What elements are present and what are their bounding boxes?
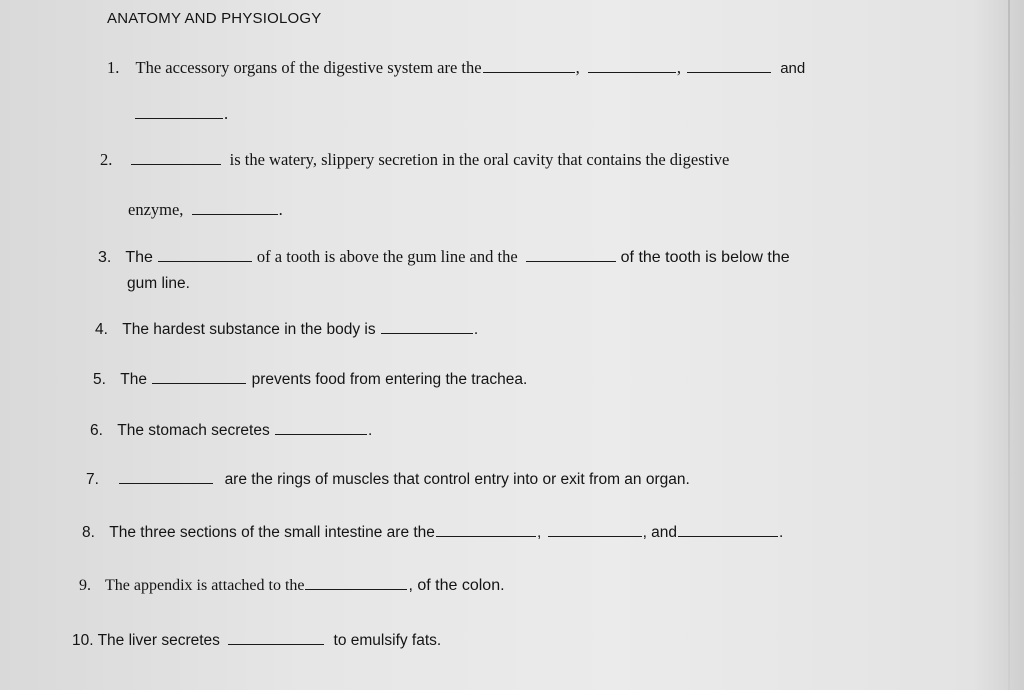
question-2-continued: [128, 200, 283, 220]
question-text: The hardest substance in the body is: [122, 321, 376, 338]
separator: ,: [536, 524, 542, 541]
question-1-continued: [134, 104, 228, 124]
answer-blank[interactable]: [381, 332, 473, 334]
answer-blank[interactable]: [548, 535, 642, 537]
question-number: 7.: [86, 471, 99, 488]
question-text: prevents food from entering the trachea.: [251, 371, 528, 388]
question-text: to emulsify fats.: [333, 632, 442, 649]
question-text: The stomach secretes: [117, 422, 270, 439]
question-text: The: [120, 371, 147, 388]
question-text: The liver secretes: [97, 632, 220, 649]
question-text: The three sections of the small intestine are the: [109, 524, 435, 541]
conjunction: , and: [642, 524, 678, 541]
answer-blank[interactable]: [228, 643, 324, 645]
question-number: 5.: [93, 371, 106, 388]
answer-blank[interactable]: [131, 163, 221, 165]
worksheet-title: ANATOMY AND PHYSIOLOGY: [107, 10, 322, 27]
period: .: [224, 104, 229, 123]
answer-blank[interactable]: [588, 71, 676, 73]
question-7: [86, 471, 690, 489]
answer-blank[interactable]: [158, 260, 252, 262]
answer-blank[interactable]: [526, 260, 616, 262]
answer-blank[interactable]: [678, 535, 778, 537]
period: .: [473, 321, 479, 338]
question-2: [100, 150, 729, 170]
answer-blank[interactable]: [275, 433, 367, 435]
answer-blank[interactable]: [687, 71, 771, 73]
question-3-continued: gum line.: [127, 275, 190, 292]
question-number: 4.: [95, 321, 108, 338]
conjunction: and: [780, 60, 806, 77]
question-number: 9.: [79, 577, 91, 594]
question-text: The appendix is attached to the: [105, 577, 305, 594]
question-number: 8.: [82, 524, 95, 541]
question-text: The: [125, 249, 153, 266]
period: .: [779, 524, 784, 541]
question-number: 1.: [107, 58, 120, 77]
question-text: are the rings of muscles that control entry into or exit from an organ.: [224, 471, 690, 488]
question-number: 3.: [98, 249, 112, 266]
period: .: [278, 200, 283, 219]
question-number: 10.: [72, 632, 94, 649]
separator: ,: [575, 58, 580, 77]
question-text: of the tooth is below the: [620, 249, 790, 266]
question-text: of a tooth is above the gum line and the: [256, 247, 518, 266]
question-5: [93, 371, 527, 389]
answer-blank[interactable]: [192, 213, 278, 215]
answer-blank[interactable]: [483, 71, 575, 73]
question-9: [79, 577, 505, 595]
answer-blank[interactable]: [436, 535, 536, 537]
question-text: is the watery, slippery secretion in the oral cavity that contains the digestive: [229, 150, 730, 169]
question-4: [95, 321, 478, 339]
answer-blank[interactable]: [135, 117, 223, 119]
question-text: , of the colon.: [408, 577, 505, 594]
question-number: 6.: [90, 422, 103, 439]
period: .: [368, 422, 373, 439]
question-text: The accessory organs of the digestive system are the: [135, 58, 482, 77]
answer-blank[interactable]: [152, 382, 246, 384]
question-6: [90, 422, 372, 440]
question-text: enzyme,: [128, 200, 184, 219]
question-8: [82, 524, 783, 542]
question-number: 2.: [100, 150, 113, 169]
answer-blank[interactable]: [119, 482, 213, 484]
page-edge: [1008, 0, 1010, 690]
question-3: [98, 247, 790, 267]
question-1: [107, 58, 805, 78]
answer-blank[interactable]: [305, 588, 407, 590]
separator: ,: [676, 58, 681, 77]
question-10: [72, 632, 441, 650]
